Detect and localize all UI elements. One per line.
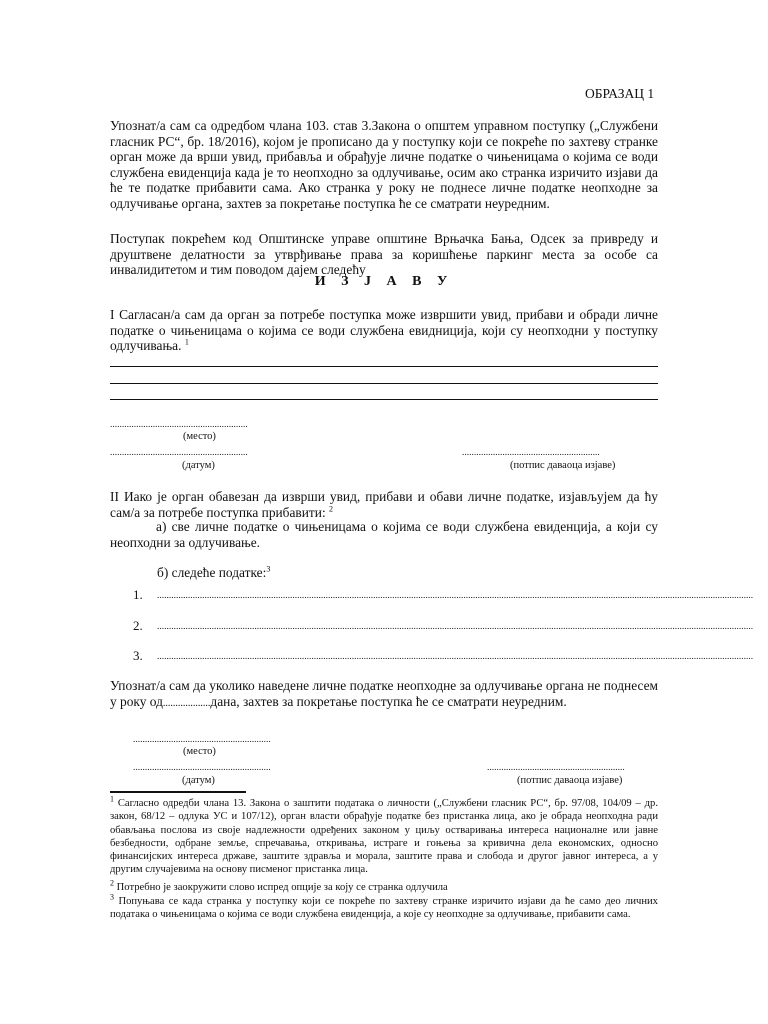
fill-line-1[interactable]	[110, 366, 658, 367]
fill-line-3[interactable]	[110, 399, 658, 400]
signature-field-1[interactable]: ..........................................................	[462, 448, 600, 458]
footnote-separator	[110, 791, 246, 793]
item-number-3: 3.	[133, 648, 143, 663]
date-label-1: (датум)	[182, 460, 215, 471]
option-b[interactable]: б) следеће податке:$^3$	[157, 564, 271, 580]
item-field-1[interactable]: ...........................................................................................................................................................................................................................................................	[157, 591, 754, 601]
item-field-3[interactable]: ...........................................................................................................................................................................................................................................................	[157, 652, 754, 662]
footnote-3: $^3$ Попуњава се када странка у поступку који се покреће по захтеву странке изричито изјави да ће само део личних података о чињеницама о којима се води службена евиденција, а које су неопходне за одлучивање, прибавити сама.	[110, 892, 658, 921]
footnote-2: $^2$ Потребно је заокружити слово испред опције за коју се странка одлучила	[110, 878, 448, 893]
date-field-2[interactable]: ..........................................................	[133, 763, 271, 773]
footnote-ref-2: 2	[329, 504, 334, 514]
date-label-2: (датум)	[182, 775, 215, 786]
fill-line-2[interactable]	[110, 383, 658, 384]
option-a[interactable]: а) све личне податке о чињеницама о којима се води службена евиденција, а који су неопходни за одлучивање.	[110, 519, 658, 550]
place-field-2[interactable]: ..........................................................	[133, 735, 271, 745]
section-1-text: I Сагласан/а сам да орган за потребе поступка може извршити увид, прибави и обради личне податке о чињеницама о којима се води службена евидниција, који су неопходни у поступку одлучивања. $^1$	[110, 307, 658, 354]
item-number-1: 1.	[133, 587, 143, 602]
section-3-text: Упознат/а сам да уколико наведене личне податке неопходне за одлучивање органа не поднесем у року од...................дана, захтев за покретање поступка ће се сматрати неуредним.	[110, 678, 658, 709]
place-label-1: (место)	[183, 431, 216, 442]
intro-paragraph: Упознат/а сам са одредбом члана 103. став 3.Закона о општем управном поступку („Службени гласник РС“, бр. 18/2016), којом је прописано да у поступку који се покреће по захтеву странке орган може да врши увид, прибавља и обрађује личне податке о чињеницама о којима се води службена евиденција када је то неопходно за одлучивање, осим ако странка изричито изјави да ће те податке прибавити сама. Ако странка у року не поднесе личне податке неопходне за одлучивање органа, захтев за покретање поступка ће се сматрати неуредним.	[110, 118, 658, 211]
procedure-paragraph: Поступак покрећем код Општинске управе општине Врњачка Бања, Одсек за привреду и друштвене делатности за утврђивање права за коришћење паркинг места за особе са инвалидитетом и тим поводом дајем следећу	[110, 231, 658, 278]
signature-label-1: (потпис даваоца изјаве)	[510, 460, 616, 471]
form-number: ОБРАЗАЦ 1	[585, 86, 655, 101]
place-field-1[interactable]: ..........................................................	[110, 420, 248, 430]
footnote-ref-1: 1	[184, 337, 189, 347]
date-field-1[interactable]: ..........................................................	[110, 448, 248, 458]
item-field-2[interactable]: ...........................................................................................................................................................................................................................................................	[157, 622, 754, 632]
declaration-title: И З Ј А В У	[314, 274, 454, 289]
item-number-2: 2.	[133, 618, 143, 633]
footnote-1: $^1$ Сагласно одредби члана 13. Закона о заштити података о личности („Службени гласник РС“, бр. 97/08, 104/09 – др. закон, 68/12 – одлука УС и 107/12), орган власти обрађује податке без пристанка лица, ако је обрада неопходна ради обављања послова из своје надлежности одређених законом у циљу остваривања интереса националне или јавне безбедности, одбране земље, спречавања, откривања, истраге и гоњења за кривична дела економских, односно финансијских интереса државе, заштите здравља и морала, заштите права и слобода и другог јавног интереса, а у другим случајевима на основу писменог пристанка лица.	[110, 794, 658, 876]
footnote-ref-3: 3	[266, 564, 271, 574]
section-2-text: II Иако је орган обавезан да изврши увид, прибави и обави личне податке, изјављујем да ћу сам/а за потребе поступка прибавити: $^2$	[110, 489, 658, 520]
place-label-2: (место)	[183, 746, 216, 757]
signature-field-2[interactable]: ..........................................................	[487, 763, 625, 773]
signature-label-2: (потпис даваоца изјаве)	[517, 775, 623, 786]
deadline-days-field[interactable]: ...................	[162, 697, 211, 709]
